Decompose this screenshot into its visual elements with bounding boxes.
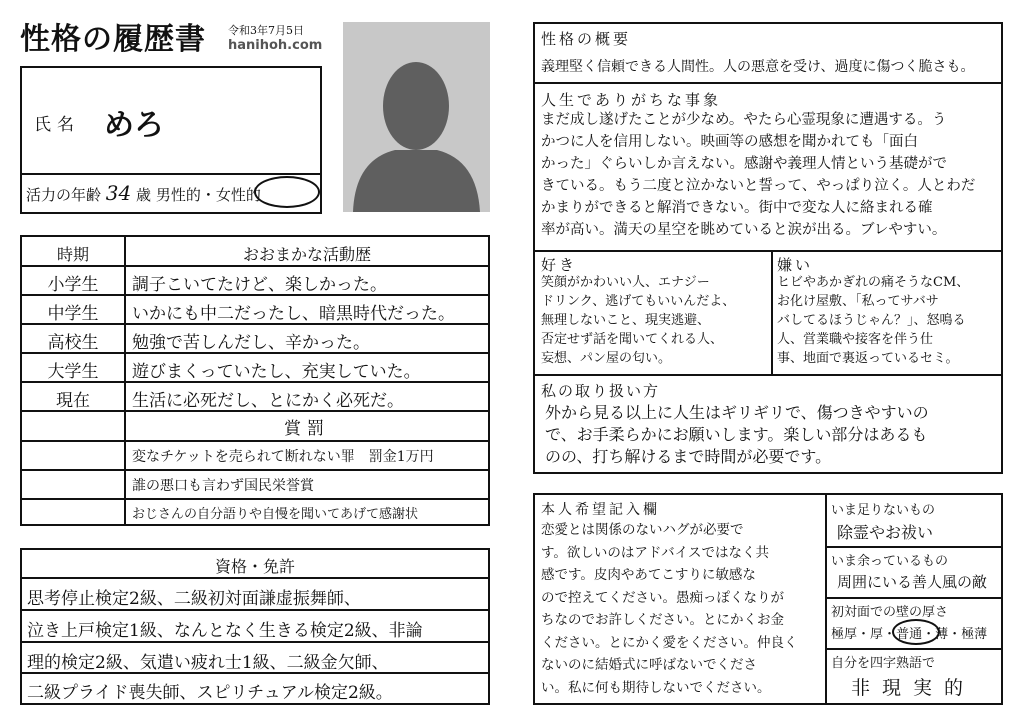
- handling-line: 外から見る以上に人生はギリギリで、傷つきやすいの: [545, 403, 929, 422]
- activity-column-header: おおまかな活動歴: [242, 245, 371, 264]
- wishes-box: [533, 493, 1003, 705]
- dislikes-line: バしてるほうじゃん？」、怒鳴る: [777, 313, 966, 328]
- likes-line: 笑顔がかわいい人、エナジー: [541, 275, 710, 290]
- gender-selection-circle: [254, 176, 320, 208]
- award-item: 変なチケットを売られて断れない罪 罰金1万円: [132, 449, 434, 465]
- licenses-header: 資格・免許: [214, 557, 295, 576]
- surplus-value: 周囲にいる善人風の敵: [837, 573, 988, 591]
- dislikes-line: 事、地面で裏返っているセミ。: [777, 351, 959, 366]
- wall-label: 初対面での壁の厚さ: [831, 605, 949, 620]
- dislikes-text: [777, 273, 969, 368]
- events-label: 人生でありがちな事象: [541, 91, 722, 109]
- dislikes-line: お化け屋敷、「私ってサバサ: [777, 294, 939, 309]
- age-row: [26, 181, 261, 205]
- profile-photo: [343, 22, 490, 212]
- wishes-line: ので控えてください。愚痴っぽくなりが: [541, 589, 784, 606]
- name-box: [20, 66, 322, 214]
- wishes-line: ないのに結婚式に呼ばないでくださ: [541, 657, 757, 673]
- wall-option: 極薄: [961, 627, 988, 642]
- idiom-value: 非現実的: [851, 677, 976, 699]
- period-present: 現在: [56, 391, 90, 411]
- events-line: かった」ぐらいしか言えない。感謝や義理人情という基礎がで: [541, 156, 947, 172]
- handling-label: 私の取り扱い方: [541, 382, 661, 400]
- age-label: 活力の年齢: [26, 186, 102, 204]
- dislikes-line: 人、営業職や接客を伴う仕: [777, 332, 934, 347]
- site-name: hanihoh.com: [228, 38, 323, 53]
- person-silhouette-icon: [343, 22, 490, 212]
- gender-separator: ・: [200, 186, 216, 204]
- wishes-line: 感です。皮肉やあてこすりに敏感な: [541, 567, 756, 583]
- overview-text: 義理堅く信頼できる人間性。人の悪意を受け、過度に傷つく脆さも。: [541, 59, 975, 75]
- likes-line: 妄想、パン屋の匂い。: [541, 351, 672, 366]
- gender-male: 男性的: [155, 186, 201, 204]
- licenses-box: [20, 548, 490, 705]
- handling-line: で、お手柔らかにお願いします。楽しい部分はあるも: [545, 425, 928, 444]
- period-high-school: 高校生: [47, 333, 99, 353]
- handling-line: のの、打ち解けるまで時間が必要です。: [545, 447, 832, 466]
- wall-option: 厚: [870, 627, 884, 642]
- wall-option-selected: 普通: [896, 627, 923, 642]
- activity-high-school: 勉強で苦しんだし、辛かった。: [132, 333, 370, 353]
- likes-text: [541, 273, 735, 368]
- idiom-label: 自分を四字熟語で: [831, 656, 936, 671]
- activity-junior-high: いかにも中二だったし、暗黒時代だった。: [132, 304, 455, 324]
- surplus-label: いま余っているもの: [831, 554, 949, 569]
- period-junior-high: 中学生: [47, 304, 99, 324]
- age-value: 34: [105, 181, 132, 205]
- activity-university: 遊びまくっていたし、充実していた。: [132, 362, 421, 382]
- license-line: 思考停止検定2級、二級初対面謙虚振舞師、: [27, 589, 361, 609]
- name-value: めろ: [104, 108, 164, 143]
- license-line: 二級プライド喪失師、スピリチュアル検定2級。: [27, 683, 393, 703]
- wishes-line: ください。とにかく愛をください。仲良く: [541, 634, 798, 651]
- likes-line: 無理しないこと、現実逃避、: [541, 313, 711, 328]
- events-line: かつに人を信用しない。映画等の感想を聞かれても「面白: [541, 134, 918, 150]
- document-date: 令和3年7月5日: [228, 24, 304, 37]
- wall-option: 極厚: [831, 627, 858, 642]
- lacking-label: いま足りないもの: [831, 503, 936, 518]
- events-line: かまりができると解消できない。街中で変な人に絡まれる確: [541, 200, 933, 216]
- awards-header: 賞罰: [284, 419, 330, 439]
- document-title: 性格の履歴書: [20, 22, 206, 57]
- events-line: 率が高い。満天の星空を眺めていると涙が出る。ブレやすい。: [541, 222, 947, 238]
- dislikes-label: 嫌い: [777, 256, 814, 274]
- license-line: 理的検定2級、気遣い疲れ士1級、二級金欠師、: [27, 653, 389, 673]
- wall-selection-circle: [892, 619, 940, 645]
- likes-line: ドリンク、逃げてもいいんだよ、: [541, 294, 736, 309]
- period-elementary: 小学生: [47, 275, 99, 295]
- lacking-value: 除霊やお祓い: [837, 523, 934, 542]
- period-university: 大学生: [47, 362, 99, 382]
- award-item: 誰の悪口も言わず国民栄誉賞: [132, 478, 314, 494]
- overview-label: 性格の概要: [541, 30, 632, 48]
- wishes-line: 恋愛とは関係のないハグが必要で: [541, 522, 744, 538]
- award-item: おじさんの自分語りや自慢を聞いてあげて感謝状: [132, 507, 419, 522]
- activity-present: 生活に必死だし、とにかく必死だ。: [132, 391, 404, 411]
- history-table: [20, 235, 490, 526]
- gender-female: 女性的: [215, 186, 261, 204]
- wishes-line: い。私に何も期待しないでください。: [541, 679, 771, 696]
- wishes-line: ちなのでお許しください。とにかくお金: [541, 612, 784, 628]
- wishes-label: 本人希望記入欄: [541, 502, 660, 518]
- period-column-header: 時期: [56, 245, 89, 264]
- events-line: まだ成し遂げたことが少なめ。やたら心霊現象に遭遇する。う: [541, 112, 947, 128]
- personality-box: [533, 22, 1003, 474]
- wall-option: 薄: [935, 627, 949, 642]
- likes-line: 否定せず話を聞いてくれる人、: [541, 332, 724, 347]
- license-line: 泣き上戸検定1級、なんとなく生きる検定2級、非論: [27, 621, 423, 641]
- activity-elementary: 調子こいてたけど、楽しかった。: [132, 275, 387, 295]
- age-unit: 歳: [136, 186, 152, 204]
- wishes-line: す。欲しいのはアドバイスではなく共: [541, 544, 770, 561]
- events-text: [541, 109, 975, 241]
- name-label: 氏名: [34, 115, 80, 135]
- handling-text: [545, 402, 929, 468]
- wishes-text: [541, 519, 798, 699]
- events-line: きている。もう二度と泣かないと誓って、やっぱり泣く。人とわだ: [541, 178, 976, 194]
- likes-label: 好き: [541, 256, 578, 274]
- wall-options: 極厚・厚・普通・薄・極薄: [831, 627, 988, 642]
- dislikes-line: ヒビやあかぎれの痛そうなCM、: [777, 275, 970, 290]
